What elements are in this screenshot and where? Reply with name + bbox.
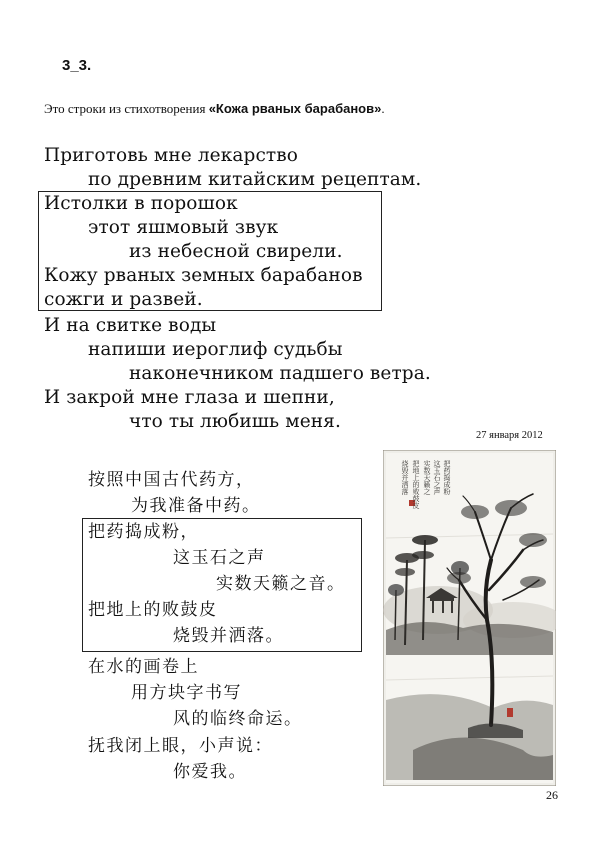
poem-ru-line-4: этот яшмовый звук bbox=[88, 217, 279, 238]
inscription-col-1: 把药捣成粉 bbox=[443, 460, 451, 495]
intro-line bbox=[44, 101, 385, 117]
poem-zh-line-9: 用方块字书写 bbox=[131, 683, 242, 703]
inscription-col-4: 把地上的败鼓皮 bbox=[412, 460, 420, 509]
intro-suffix: . bbox=[381, 101, 385, 116]
poem-ru-line-12: что ты любишь меня. bbox=[129, 411, 341, 432]
poem-zh-line-7: 烧毁并洒落。 bbox=[173, 626, 284, 646]
poem-ru-line-7: сожги и развей. bbox=[44, 289, 203, 310]
inscription-col-3: 实数天籁之 bbox=[423, 460, 431, 495]
poem-ru-line-2: по древним китайским рецептам. bbox=[88, 169, 422, 190]
inscription-col-2: 这玉石之声 bbox=[433, 460, 441, 495]
poem-ru-line-10: наконечником падшего ветра. bbox=[129, 363, 431, 384]
poem-date: 27 января 2012 bbox=[476, 430, 543, 441]
poem-ru-line-8: И на свитке воды bbox=[44, 315, 217, 336]
poem-zh-line-3: 把药捣成粉， bbox=[88, 522, 199, 542]
poem-zh-line-11: 抚我闭上眼，小声说： bbox=[88, 736, 273, 756]
poem-title: «Кожа рваных барабанов» bbox=[208, 101, 382, 116]
poem-ru-line-11: И закрой мне глаза и шепни, bbox=[44, 387, 335, 408]
page-number: 26 bbox=[546, 788, 558, 802]
inscription-col-5: 烧毁并洒落 bbox=[401, 460, 409, 495]
poem-zh-line-1: 按照中国古代药方， bbox=[88, 470, 255, 490]
ink-painting bbox=[383, 450, 556, 786]
poem-zh-line-8: 在水的画卷上 bbox=[88, 657, 199, 677]
poem-ru-line-1: Приготовь мне лекарство bbox=[44, 145, 299, 166]
poem-ru-line-3: Истолки в порошок bbox=[44, 193, 238, 214]
poem-zh-line-5: 实数天籁之音。 bbox=[216, 574, 346, 594]
intro-prefix: Это строки из стихотворения bbox=[44, 101, 209, 116]
poem-ru-line-9: напиши иероглиф судьбы bbox=[88, 339, 343, 360]
poem-zh-line-10: 风的临终命运。 bbox=[173, 709, 303, 729]
poem-zh-line-12: 你爱我。 bbox=[173, 762, 247, 782]
poem-zh-line-2: 为我准备中药。 bbox=[131, 496, 261, 516]
poem-zh-line-4: 这玉石之声 bbox=[173, 548, 266, 568]
poem-ru-line-6: Кожу рваных земных барабанов bbox=[44, 265, 363, 286]
poem-ru-line-5: из небесной свирели. bbox=[129, 241, 343, 262]
red-seal bbox=[507, 708, 513, 717]
section-heading: 3_3. bbox=[62, 57, 92, 74]
poem-zh-line-6: 把地上的败鼓皮 bbox=[88, 600, 218, 620]
